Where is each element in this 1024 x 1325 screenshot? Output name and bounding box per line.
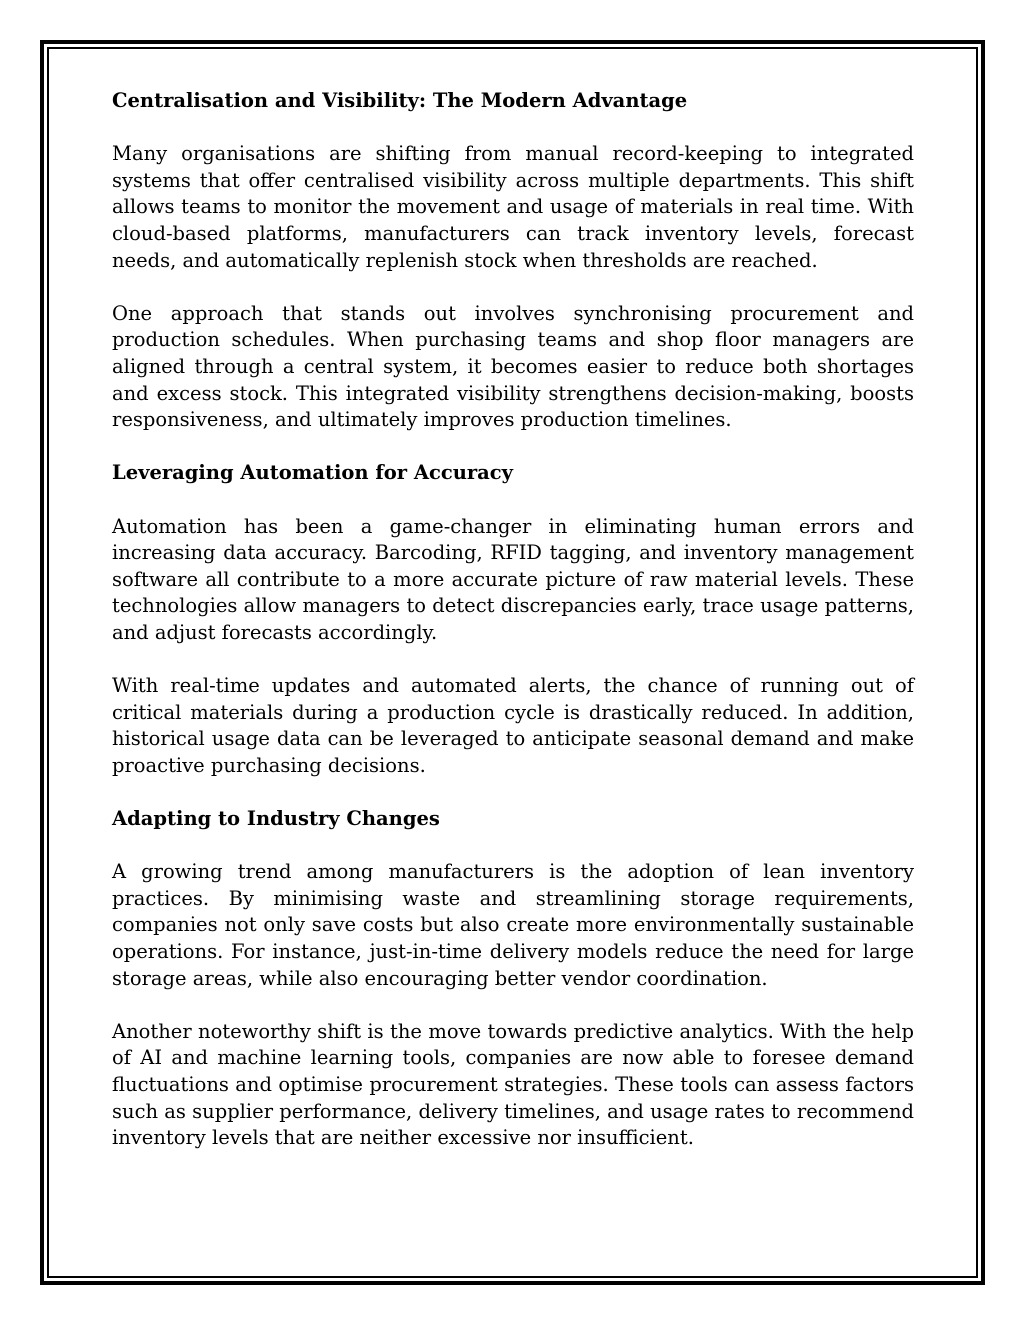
- section-heading-automation: Leveraging Automation for Accuracy: [112, 461, 514, 485]
- paragraph: With real-time updates and automated alerts, the chance of running out of critical materials during a production cycle is drastically reduced. In addition, historical usage data can be leveraged to anticipate seasonal demand and make proactive purchasing decisions.: [112, 674, 914, 777]
- document-body: [112, 88, 914, 1178]
- paragraph: One approach that stands out involves synchronising procurement and production schedules. When purchasing teams and shop floor managers are aligned through a central system, it becomes easier to reduce both shortages and excess stock. This integrated visibility strengthens decision-making, boosts responsiveness, and ultimately improves production timelines.: [112, 301, 914, 432]
- section-heading-industry-changes: Adapting to Industry Changes: [112, 807, 440, 831]
- section-heading-centralisation: Centralisation and Visibility: The Modern Advantage: [112, 89, 688, 112]
- paragraph: Many organisations are shifting from manual record-keeping to integrated systems that offer centralised visibility across multiple departments. This shift allows teams to monitor the movement and usage of materials in real time. With cloud-based platforms, manufacturers can track inventory levels, forecast needs, and automatically replenish stock when thresholds are reached.: [112, 142, 914, 272]
- paragraph: Automation has been a game-changer in eliminating human errors and increasing data accuracy. Barcoding, RFID tagging, and inventory management software all contribute to a more accurate picture of raw material levels. These technologies allow managers to detect discrepancies early, trace usage patterns, and adjust forecasts accordingly.: [112, 514, 914, 644]
- paragraph: A growing trend among manufacturers is the adoption of lean inventory practices. By minimising waste and streamlining storage requirements, companies not only save costs but also create more environmentally sustainable operations. For instance, just-in-time delivery models reduce the need for large storage areas, while also encouraging better vendor coordination.: [112, 860, 914, 990]
- paragraph: Another noteworthy shift is the move towards predictive analytics. With the help of AI and machine learning tools, companies are now able to foresee demand fluctuations and optimise procurement strategies. These tools can assess factors such as supplier performance, delivery timelines, and usage rates to recommend inventory levels that are neither excessive nor insufficient.: [112, 1019, 914, 1150]
